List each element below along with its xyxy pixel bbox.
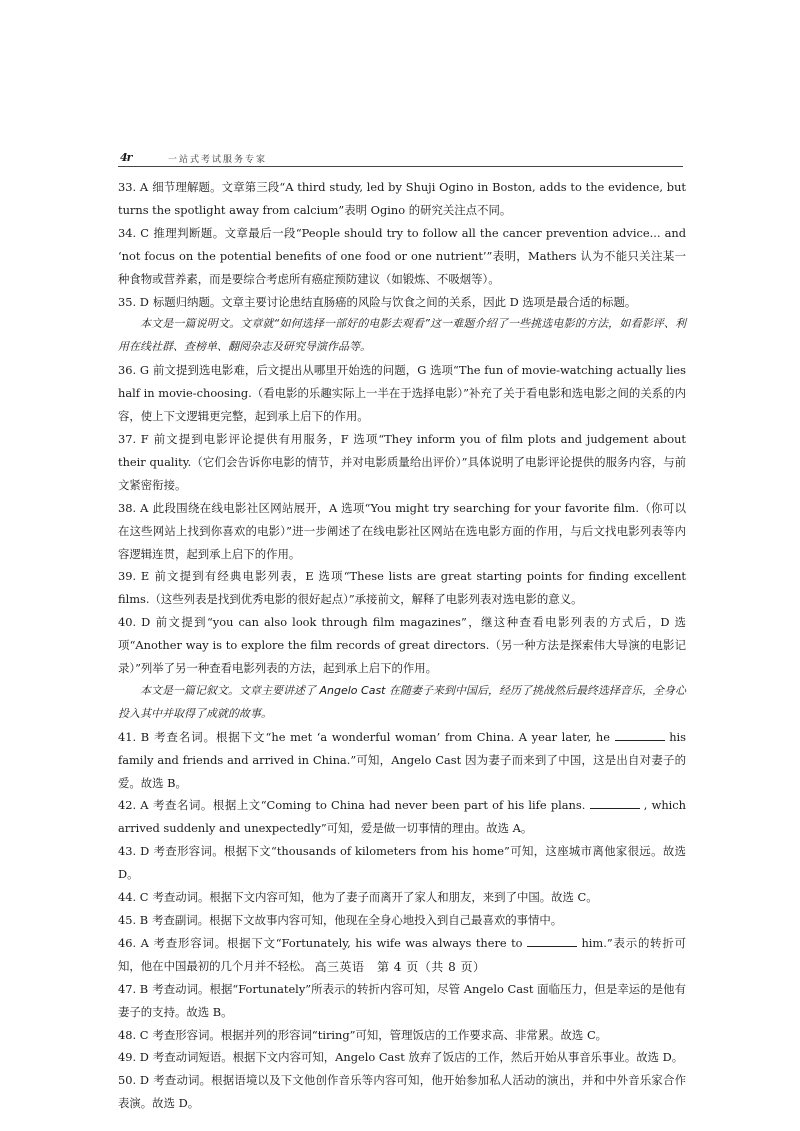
fill-in-blank — [615, 730, 665, 741]
answer-number: 40. D — [118, 615, 151, 630]
header-slogan: 一站式考试服务专家 — [168, 155, 268, 165]
answer-number: 39. E — [118, 569, 150, 584]
answer-item — [118, 909, 686, 932]
answer-explanation: 前文提到电影评论提供有用服务，F 选项“They inform you of film plots and judgement about their quality.（它们会告诉你电影的情节，并对电影质量给出评价）”具体说明了电影评论提供的服务内容，与前文紧密衔接。 — [118, 431, 686, 492]
answer-number: 46. A — [118, 935, 149, 950]
passage-intro: 本文是一篇说明文。文章就“如何选择一部好的电影去观看”这一难题介绍了一些挑选电影的方法，如看影评、利用在线社群、查榜单、翻阅杂志及研究导演作品等。 — [118, 317, 686, 354]
answer-explanation: 考查形容词。根据并列的形容词“tiring”可知，管理饭店的工作要求高、非常累。故选 C。 — [152, 1027, 608, 1042]
answer-item — [118, 428, 686, 497]
page-footer: 高三英语 第 4 页（共 8 页） — [314, 960, 486, 974]
answer-number: 35. D — [118, 294, 149, 309]
answer-item — [118, 840, 686, 886]
answer-explanation: 考查动词。根据语境以及下文他创作音乐等内容可知，他开始参加私人活动的演出，并和中外音乐家合作表演。故选 D。 — [118, 1073, 686, 1111]
answer-explanation: 考查名词。根据上文“Coming to China had never been part of his life plans. — [152, 798, 586, 813]
fill-in-blank — [527, 936, 577, 947]
answer-explanation: 考查动词。根据“Fortunately”所表示的转折内容可知，尽管 Angelo Cast 面临压力，但是幸运的是他有妻子的支持。故选 B。 — [118, 981, 686, 1019]
publisher-logo: 4r — [120, 151, 132, 164]
answer-number: 48. C — [118, 1027, 149, 1042]
answer-number: 33. A — [118, 180, 149, 194]
answer-number: 36. G — [118, 363, 149, 378]
answer-number: 45. B — [118, 913, 149, 927]
answer-item — [118, 1024, 686, 1047]
answer-explanation: 细节理解题。文章第三段“A third study, led by Shuji Ogino in Boston, adds to the evidence, but turns the spotlight away from calcium”表明 Ogino 的研究关注点不同。 — [118, 180, 686, 217]
answer-item — [118, 222, 686, 291]
answer-explanation: 考查名词。根据下文“he met ‘a wonderful woman’ from China. A year later, he — [153, 729, 610, 744]
answer-item — [118, 359, 686, 428]
answer-explanation: 推理判断题。文章最后一段“People should try to follow all the cancer prevention advice... and ‘not focus on the potential benefits of one food or one nutrient’”表明，Mathers 认为不能只关注某一种食物或营养素，而是要综合考虑所有癌症预防建议（如锻炼、不吸烟等）。 — [118, 225, 686, 286]
answer-item — [118, 978, 686, 1024]
answer-number: 34. C — [118, 225, 149, 240]
answer-number: 38. A — [118, 500, 149, 515]
answer-number: 41. B — [118, 729, 150, 744]
answer-item — [118, 886, 686, 909]
answer-number: 47. B — [118, 981, 149, 996]
fill-in-blank — [590, 798, 640, 809]
answer-number: 43. D — [118, 844, 150, 859]
page-header — [118, 150, 683, 167]
answer-explanation: 前文提到“you can also look through film magazines”，继这种查看电影列表的方式后，D 选项“Another way is to explore the film records of great directors.（另一种方法是探索伟大导演的电影记录）”列举了另一种查看电影列表的方法，起到承上启下的作用。 — [118, 615, 686, 676]
answer-item — [118, 176, 686, 222]
answer-explanation: 此段围绕在线电影社区网站展开，A 选项“You might try searching for your favorite film.（你可以在这些网站上找到你喜欢的电影）”进一步阐述了在线电影社区网站在选电影方面的作用，与后文找电影列表等内容逻辑连贯，起到承上启下的作用。 — [118, 500, 686, 561]
answer-item — [118, 1069, 686, 1115]
answer-number: 44. C — [118, 890, 149, 905]
answer-explanation: 考查形容词。根据下文“Fortunately, his wife was always there to — [152, 935, 523, 950]
answer-explanation: 考查动词。根据下文内容可知，他为了妻子而离开了家人和朋友，来到了中国。故选 C。 — [152, 890, 598, 905]
answer-explanation: 前文提到有经典电影列表，E 选项“These lists are great starting points for finding excellent films.（这些列表是找到优秀电影的很好起点）”承接前文，解释了电影列表对选电影的意义。 — [118, 569, 686, 607]
answer-item — [118, 497, 686, 566]
answer-explanation: 考查形容词。根据下文“thousands of kilometers from his home”可知，这座城市离他家很远。故选 D。 — [118, 844, 687, 882]
answer-number: 42. A — [118, 798, 149, 813]
answer-explanation-cont: , which arrived suddenly and unexpectedly”可知，爱是做一切事情的理由。故选 A。 — [118, 798, 687, 836]
answer-item — [118, 565, 686, 611]
passage-intro: 本文是一篇记叙文。文章主要讲述了 Angelo Cast 在随妻子来到中国后，经历了挑战然后最终选择音乐，全身心投入其中并取得了成就的故事。 — [118, 683, 686, 720]
answer-item — [118, 1046, 686, 1069]
answer-explanation-cont: his family and friends and arrived in China.”可知，Angelo Cast 因为妻子而来到了中国，这是出自对妻子的爱。故选 B。 — [118, 729, 687, 790]
answer-item — [118, 291, 686, 314]
answer-explanation: 考查副词。根据下文故事内容可知，他现在全身心地投入到自己最喜欢的事情中。 — [152, 913, 563, 927]
answer-explanation: 考查动词短语。根据下文内容可知，Angelo Cast 放弃了饭店的工作，然后开始从事音乐事业。故选 D。 — [152, 1050, 684, 1065]
answer-explanation: 标题归纳题。文章主要讨论患结直肠癌的风险与饮食之间的关系，因此 D 选项是最合适的标题。 — [152, 294, 637, 309]
answer-number: 50. D — [118, 1073, 150, 1088]
answer-explanation: 前文提到选电影难，后文提出从哪里开始选的问题，G 选项“The fun of movie-watching actually lies half in movie-choosing.（看电影的乐趣实际上一半在于选择电影）”补充了关于看电影和选电影之间的关系的内容，使上下文逻辑更完整，起到承上启下的作用。 — [118, 363, 686, 424]
answer-number: 49. D — [118, 1050, 149, 1065]
answer-item — [118, 611, 686, 680]
answer-item — [118, 726, 686, 795]
answer-number: 37. F — [118, 431, 149, 446]
answer-explanation-cont: him.”表示的转折可知，他在中国最初的几个月并不轻松。 — [118, 935, 686, 973]
answer-item — [118, 794, 686, 840]
